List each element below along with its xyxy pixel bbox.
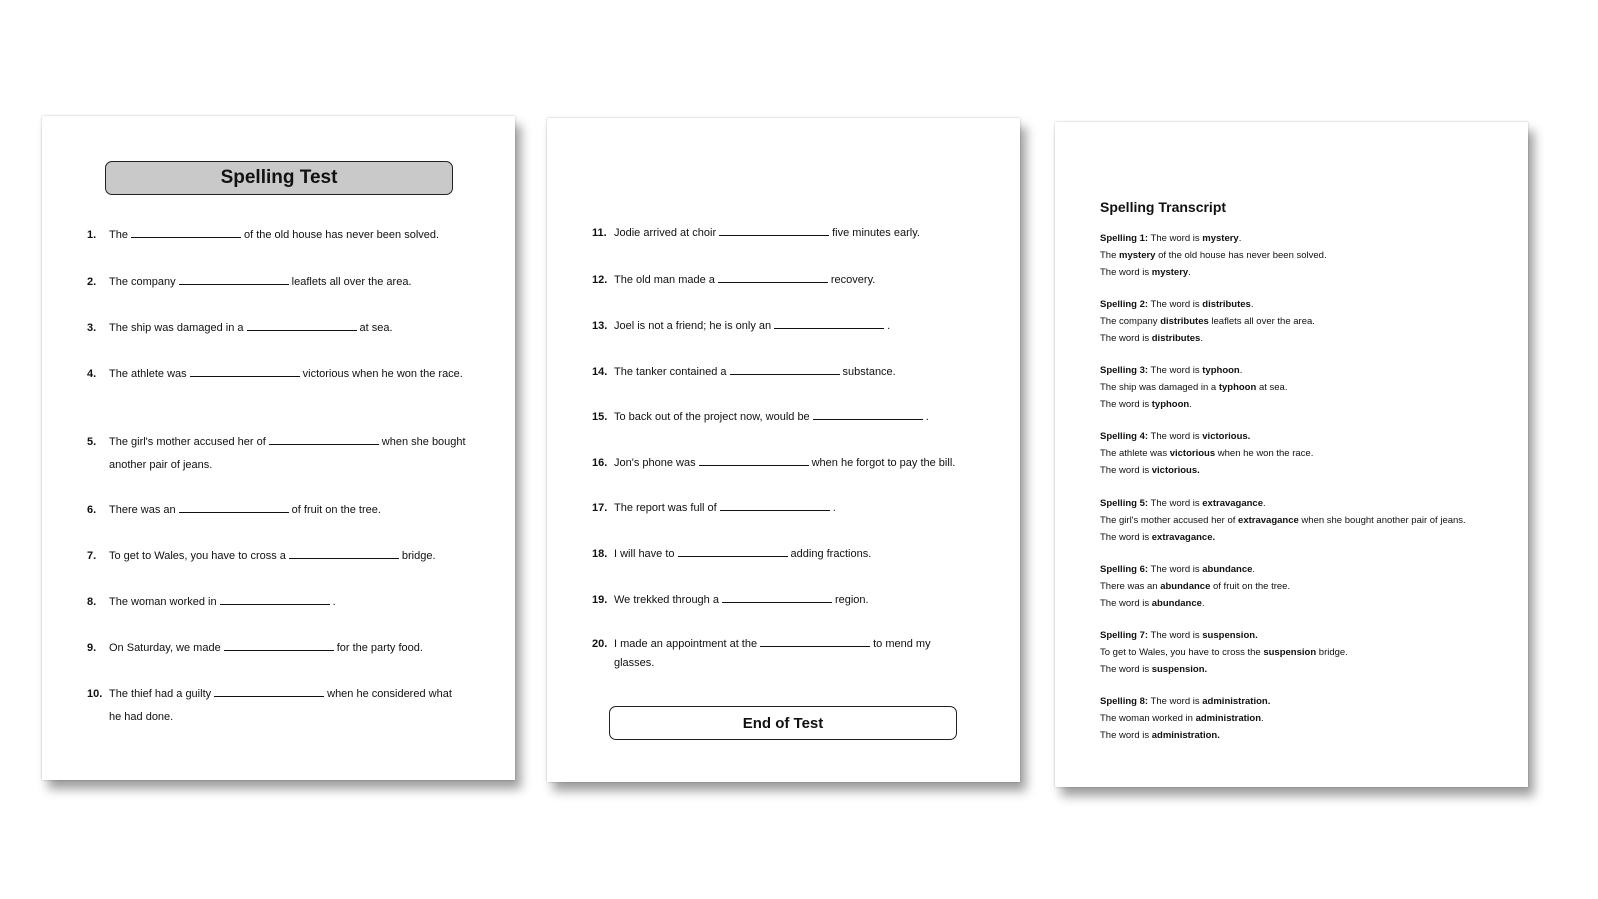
answer-blank[interactable] <box>179 503 289 513</box>
transcript-entry-3: Spelling 3: The word is typhoon. The ship was damaged in a typhoon at sea. The word is typhoon. <box>1100 365 1288 410</box>
answer-blank[interactable] <box>289 549 399 559</box>
transcript-page <box>1055 122 1528 787</box>
question-3: 3. The ship was damaged in a at sea. <box>87 322 393 334</box>
test-title: Spelling Test <box>105 161 453 195</box>
answer-blank[interactable] <box>190 367 300 377</box>
answer-blank[interactable] <box>131 228 241 238</box>
answer-blank[interactable] <box>813 410 923 420</box>
question-12: 12. The old man made a recovery. <box>592 274 876 286</box>
question-15: 15. To back out of the project now, would be . <box>592 411 929 423</box>
transcript-entry-1: Spelling 1: The word is mystery. The mystery of the old house has never been solved. The word is mystery. <box>1100 233 1327 278</box>
answer-blank[interactable] <box>720 501 830 511</box>
answer-blank[interactable] <box>678 547 788 557</box>
transcript-entry-2: Spelling 2: The word is distributes. The company distributes leaflets all over the area. The word is distributes. <box>1100 299 1315 344</box>
answer-blank[interactable] <box>224 641 334 651</box>
answer-blank[interactable] <box>247 321 357 331</box>
end-of-test-label: End of Test <box>609 706 957 740</box>
question-18: 18. I will have to adding fractions. <box>592 548 872 560</box>
question-20: 20. I made an appointment at the to mend my glasses. <box>592 638 931 669</box>
answer-blank[interactable] <box>699 456 809 466</box>
question-1: 1. The of the old house has never been solved. <box>87 229 440 241</box>
answer-blank[interactable] <box>718 273 828 283</box>
question-11: 11. Jodie arrived at choir five minutes early. <box>592 227 920 239</box>
answer-blank[interactable] <box>760 637 870 647</box>
transcript-entry-4: Spelling 4: The word is victorious. The athlete was victorious when he won the race. The word is victorious. <box>1100 431 1314 476</box>
answer-blank[interactable] <box>214 687 324 697</box>
question-13: 13. Joel is not a friend; he is only an . <box>592 320 891 332</box>
question-16: 16. Jon's phone was when he forgot to pay the bill. <box>592 457 956 469</box>
transcript-entry-5: Spelling 5: The word is extravagance. The girl's mother accused her of extravagance when she bought another pair of jeans. The word is extravagance. <box>1100 498 1466 543</box>
answer-blank[interactable] <box>179 275 289 285</box>
question-17: 17. The report was full of . <box>592 502 836 514</box>
question-5: 5. The girl's mother accused her of when she bought another pair of jeans. <box>87 436 466 471</box>
question-10: 10. The thief had a guilty when he considered what he had done. <box>87 688 452 723</box>
answer-blank[interactable] <box>719 226 829 236</box>
question-6: 6. There was an of fruit on the tree. <box>87 504 381 516</box>
transcript-entry-6: Spelling 6: The word is abundance. There was an abundance of fruit on the tree. The word is abundance. <box>1100 564 1291 609</box>
transcript-entry-7: Spelling 7: The word is suspension. To get to Wales, you have to cross the suspension bridge. The word is suspension. <box>1100 630 1348 675</box>
answer-blank[interactable] <box>722 593 832 603</box>
question-2: 2. The company leaflets all over the area. <box>87 276 412 288</box>
test-page-2 <box>547 118 1020 782</box>
question-4: 4. The athlete was victorious when he won the race. <box>87 368 463 380</box>
question-19: 19. We trekked through a region. <box>592 594 869 606</box>
question-7: 7. To get to Wales, you have to cross a bridge. <box>87 550 436 562</box>
answer-blank[interactable] <box>730 365 840 375</box>
test-page-1 <box>42 116 515 780</box>
transcript-title: Spelling Transcript <box>1100 199 1227 215</box>
answer-blank[interactable] <box>220 595 330 605</box>
answer-blank[interactable] <box>774 319 884 329</box>
question-8: 8. The woman worked in . <box>87 596 336 608</box>
transcript-entry-8: Spelling 8: The word is administration. The woman worked in administration. The word is administration. <box>1100 696 1271 741</box>
answer-blank[interactable] <box>269 435 379 445</box>
question-9: 9. On Saturday, we made for the party food. <box>87 642 423 654</box>
question-14: 14. The tanker contained a substance. <box>592 366 896 378</box>
